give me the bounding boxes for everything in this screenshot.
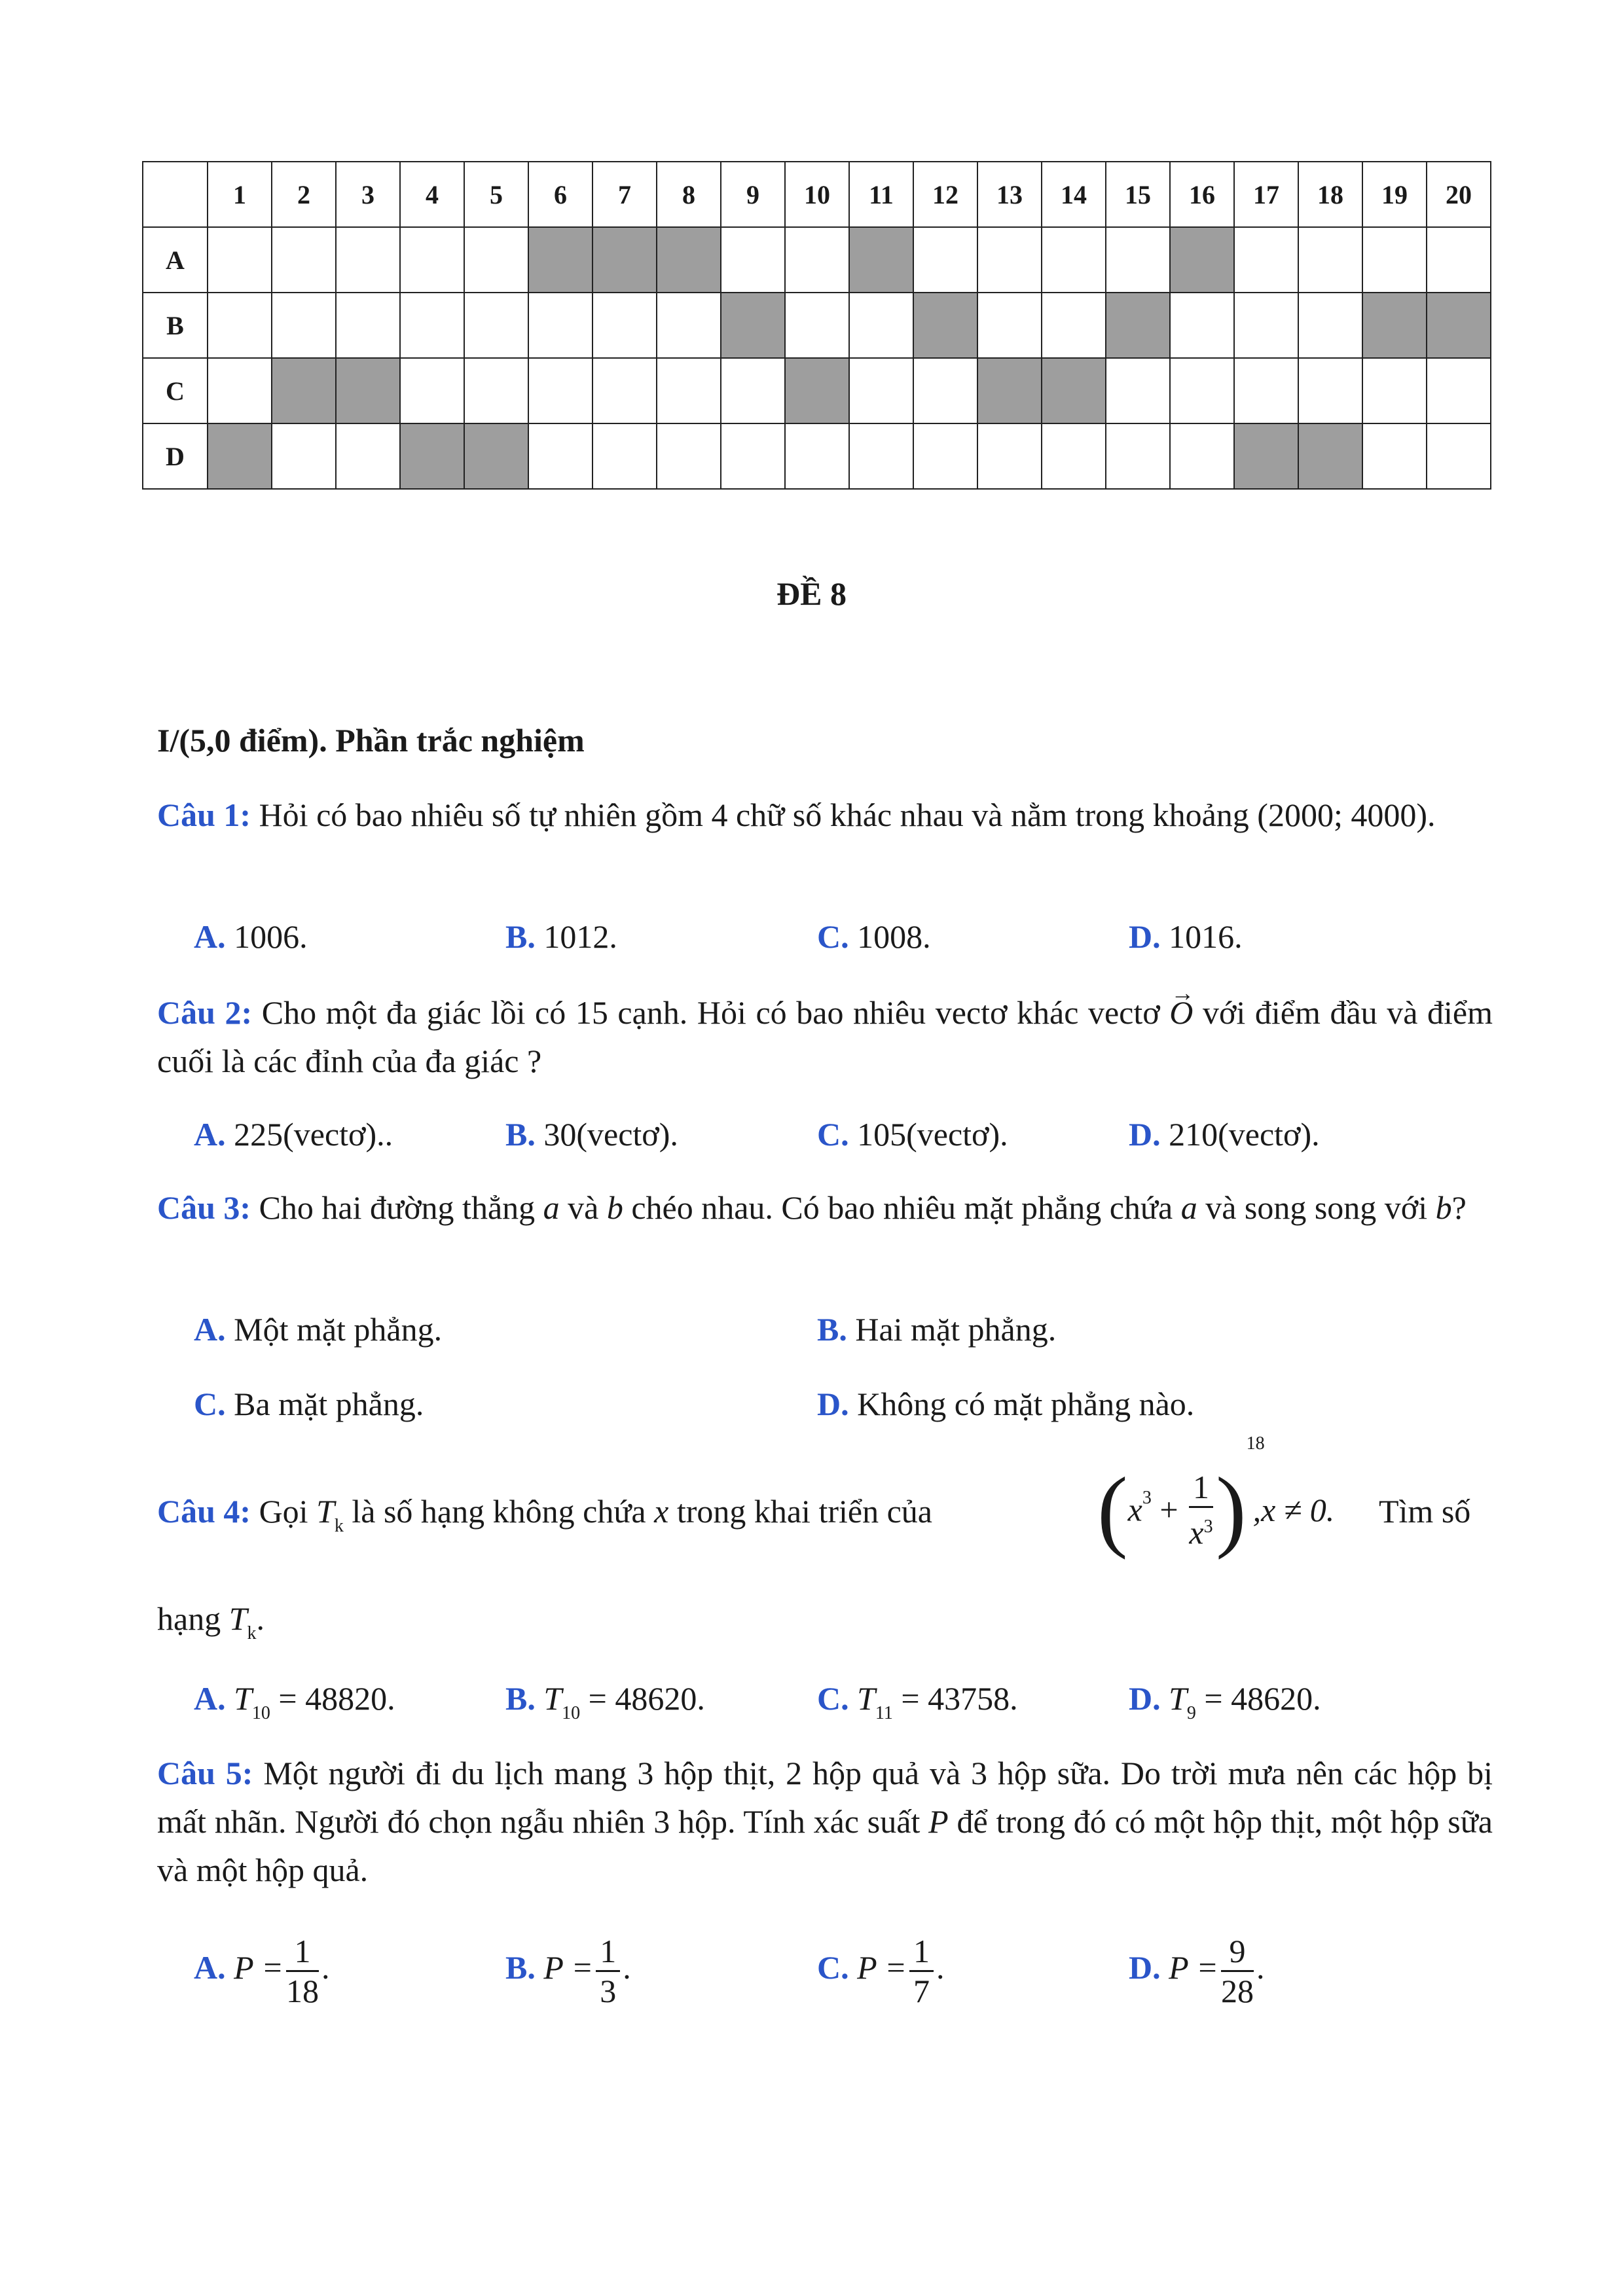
q5-text-2: để trong đó có một hộp thịt, một hộp sữa và một hộp quả.: [157, 1803, 1493, 1888]
grid-cell-empty: [1234, 358, 1298, 423]
grid-cell-empty: [849, 358, 913, 423]
q4-sub-k: k: [334, 1516, 344, 1536]
q3-text-3: chéo nhau. Có bao nhiêu mặt phẳng chứa: [623, 1189, 1181, 1226]
q2-option-a-label: A.: [194, 1116, 226, 1153]
grid-row: [143, 358, 1491, 423]
grid-cell-filled: [1362, 293, 1427, 358]
q5-option-a-label: A.: [194, 1948, 226, 1986]
grid-column-header: 3: [336, 162, 400, 227]
grid-cell-filled: [1298, 423, 1362, 489]
grid-cell-filled: [1170, 227, 1234, 293]
q2-option-c-label: C.: [817, 1116, 849, 1153]
q3-option-d-label: D.: [817, 1386, 849, 1422]
right-paren: ): [1216, 1459, 1247, 1560]
q4-option-c-T: T: [857, 1680, 875, 1717]
q2-option-b-label: B.: [505, 1116, 536, 1153]
q5-option-b-num: 1: [596, 1932, 620, 1972]
q4-fraction-den: [1189, 1508, 1213, 1552]
q5-option-a-den: 18: [286, 1973, 319, 2009]
q4-option-c-sub: 11: [875, 1703, 893, 1723]
grid-column-header: 5: [464, 162, 528, 227]
grid-cell-empty: [977, 227, 1042, 293]
grid-column-header: 15: [1106, 162, 1170, 227]
grid-cell-empty: [272, 293, 336, 358]
q2-option-c-text: 105(vectơ).: [848, 1116, 1008, 1153]
grid-cell-filled: [1234, 423, 1298, 489]
q4-option-b-label: B.: [505, 1680, 536, 1717]
grid-cell-empty: [785, 227, 849, 293]
grid-cell-empty: [1427, 358, 1491, 423]
grid-cell-empty: [913, 358, 977, 423]
question-1-label: Câu 1:: [157, 797, 251, 833]
grid-row: [143, 227, 1491, 293]
question-3-label: Câu 3:: [157, 1189, 251, 1226]
grid-cell-filled: [913, 293, 977, 358]
grid-column-header: 18: [1298, 162, 1362, 227]
grid-cell-empty: [593, 293, 657, 358]
q3-option-b-label: B.: [817, 1311, 847, 1348]
question-5-label: Câu 5:: [157, 1755, 253, 1791]
q5-text-1: Một người đi du lịch mang 3 hộp thịt, 2 hộp quả và 3 hộp sữa. Do trời mưa nên các hộp bị mất nhãn. Người đó chọn ngẫu nhiên 3 hộp. Tính xác suất: [157, 1755, 1493, 1840]
q4-option-b: [505, 1674, 705, 1738]
q4-x-cubed: x: [1127, 1491, 1142, 1528]
q4-option-d-T: T: [1169, 1680, 1187, 1717]
grid-corner-cell: [143, 162, 208, 227]
grid-column-header: 13: [977, 162, 1042, 227]
grid-cell-filled: [1427, 293, 1491, 358]
grid-cell-empty: [1170, 423, 1234, 489]
grid-cell-empty: [657, 358, 721, 423]
page-title: ĐỀ 8: [776, 575, 847, 612]
grid-cell-filled: [785, 358, 849, 423]
grid-cell-empty: [1106, 423, 1170, 489]
q3-text-4: và song song với: [1197, 1189, 1436, 1226]
q4-option-d-label: D.: [1129, 1680, 1161, 1717]
grid-row-label: C: [143, 358, 208, 423]
q4-option-a: [194, 1674, 395, 1738]
q5-var-P: P: [928, 1803, 949, 1840]
q4-option-b-T: T: [543, 1680, 562, 1717]
grid-cell-empty: [1427, 423, 1491, 489]
grid-row: [143, 293, 1491, 358]
grid-cell-filled: [1106, 293, 1170, 358]
q3-text-1: Cho hai đường thẳng: [251, 1189, 543, 1226]
grid-cell-empty: [400, 227, 464, 293]
q4-option-d-sub: 9: [1186, 1703, 1196, 1723]
q1-option-b: [505, 912, 617, 961]
q4-option-d-value: = 48620.: [1195, 1680, 1321, 1717]
q3-var-b: b: [606, 1189, 623, 1226]
grid-column-header: 4: [400, 162, 464, 227]
q2-option-b-text: 30(vectơ).: [535, 1116, 678, 1153]
grid-cell-empty: [208, 227, 272, 293]
q4-option-a-sub: 10: [251, 1703, 270, 1723]
grid-cell-empty: [1298, 227, 1362, 293]
q1-option-b-label: B.: [505, 918, 536, 955]
grid-cell-empty: [528, 423, 593, 489]
q4-text-1: Gọi: [251, 1493, 317, 1530]
q5-option-a-num: 1: [286, 1932, 319, 1972]
q3-text-5: ?: [1451, 1189, 1467, 1226]
grid-cell-filled: [272, 358, 336, 423]
grid-column-header: 8: [657, 162, 721, 227]
grid-cell-empty: [400, 358, 464, 423]
q4-fraction-num: 1: [1189, 1468, 1213, 1508]
q5-option-d-num: 9: [1221, 1932, 1254, 1972]
q2-option-a: [194, 1110, 393, 1158]
grid-cell-empty: [1042, 227, 1106, 293]
q3-option-d: [817, 1380, 1194, 1428]
q5-option-d-label: D.: [1129, 1948, 1161, 1986]
grid-cell-empty: [593, 423, 657, 489]
grid-cell-filled: [721, 293, 785, 358]
q4-text-5: hạng: [157, 1600, 229, 1637]
grid-cell-filled: [1042, 358, 1106, 423]
grid-row-label: B: [143, 293, 208, 358]
q5-option-c: C. P = $\frac{1}{7}$ .: [817, 1933, 945, 2009]
grid-column-header: 7: [593, 162, 657, 227]
grid-cell-filled: [593, 227, 657, 293]
grid-column-header: 12: [913, 162, 977, 227]
grid-cell-filled: [336, 358, 400, 423]
grid-cell-empty: [593, 358, 657, 423]
q5-option-c-fraction: [909, 1932, 934, 2010]
grid-cell-empty: [657, 293, 721, 358]
q5-option-b-label: B.: [505, 1948, 536, 1986]
grid-cell-filled: [657, 227, 721, 293]
q1-option-d: [1129, 912, 1243, 961]
grid-cell-empty: [272, 227, 336, 293]
grid-cell-empty: [849, 423, 913, 489]
grid-cell-empty: [208, 293, 272, 358]
q4-expression: [1097, 1433, 1346, 1562]
grid-cell-empty: [528, 358, 593, 423]
grid-cell-empty: [977, 293, 1042, 358]
q4-option-c: [817, 1674, 1018, 1738]
question-1: [157, 791, 1493, 839]
grid-column-header: 19: [1362, 162, 1427, 227]
grid-cell-empty: [464, 293, 528, 358]
q4-var-T: T: [316, 1493, 335, 1530]
grid-column-header: 14: [1042, 162, 1106, 227]
grid-cell-empty: [721, 227, 785, 293]
q1-option-c-text: 1008.: [848, 918, 931, 955]
q3-option-b: [817, 1305, 1056, 1354]
grid-column-header: 16: [1170, 162, 1234, 227]
q5-option-d-fraction: [1221, 1932, 1254, 2010]
q5-option-c-label: C.: [817, 1948, 849, 1986]
grid-cell-empty: [1234, 293, 1298, 358]
grid-row-label: D: [143, 423, 208, 489]
grid-row: [143, 423, 1491, 489]
q3-option-c: [194, 1380, 424, 1428]
zero-vector: → O: [1169, 988, 1193, 1037]
q4-power-3: 3: [1142, 1487, 1152, 1508]
q1-option-c-label: C.: [817, 918, 849, 955]
q3-option-a-label: A.: [194, 1311, 226, 1348]
q4-text-tail: Tìm số: [1379, 1493, 1471, 1530]
grid-cell-empty: [849, 293, 913, 358]
q4-option-c-label: C.: [817, 1680, 849, 1717]
q3-option-c-label: C.: [194, 1386, 226, 1422]
grid-cell-empty: [1362, 423, 1427, 489]
q4-condition: ,x ≠ 0.: [1252, 1491, 1335, 1528]
grid-cell-empty: [785, 423, 849, 489]
grid-cell-empty: [1042, 293, 1106, 358]
grid-cell-empty: [721, 423, 785, 489]
grid-column-header: 17: [1234, 162, 1298, 227]
q3-var-a-2: a: [1180, 1189, 1197, 1226]
section-heading: I/(5,0 điểm). Phần trắc nghiệm: [157, 722, 585, 759]
q1-option-a-label: A.: [194, 918, 226, 955]
q1-option-d-text: 1016.: [1160, 918, 1243, 955]
q4-option-a-value: = 48820.: [270, 1680, 395, 1717]
q4-option-b-value: = 48620.: [580, 1680, 705, 1717]
q3-option-c-text: Ba mặt phẳng.: [225, 1386, 424, 1422]
grid-cell-empty: [1170, 358, 1234, 423]
question-5: [157, 1749, 1493, 1894]
q5-option-a-lhs: P =: [234, 1948, 283, 1986]
grid-cell-filled: [464, 423, 528, 489]
q4-sub-k-2: k: [247, 1623, 257, 1643]
grid-cell-empty: [1106, 227, 1170, 293]
q4-fraction: [1189, 1468, 1213, 1552]
q4-var-T-2: T: [228, 1600, 247, 1637]
question-4: [157, 1487, 932, 1551]
q2-option-d: [1129, 1110, 1320, 1158]
grid-cell-empty: [336, 227, 400, 293]
q3-text-2: và: [559, 1189, 607, 1226]
grid-cell-empty: [464, 358, 528, 423]
question-2-text-a: Cho một đa giác lồi có 15 cạnh. Hỏi có bao nhiêu vectơ khác vectơ: [252, 994, 1170, 1031]
q4-line-2: [157, 1594, 264, 1658]
q4-plus: +: [1151, 1491, 1187, 1528]
answer-grid: [142, 161, 1491, 490]
grid-cell-empty: [528, 293, 593, 358]
grid-cell-empty: [1106, 358, 1170, 423]
q3-option-a: [194, 1305, 442, 1354]
q1-option-c: [817, 912, 931, 961]
grid-column-header: 9: [721, 162, 785, 227]
grid-cell-empty: [208, 358, 272, 423]
q2-option-d-text: 210(vectơ).: [1160, 1116, 1320, 1153]
grid-cell-empty: [977, 423, 1042, 489]
grid-cell-filled: [977, 358, 1042, 423]
grid-header-row: [143, 162, 1491, 227]
question-2: [157, 988, 1493, 1085]
q5-option-c-lhs: P =: [857, 1948, 907, 1986]
grid-cell-filled: [400, 423, 464, 489]
q5-option-b-den: 3: [600, 1973, 617, 2009]
grid-column-header: 6: [528, 162, 593, 227]
question-2-text-b: với điểm đầu và điểm cuối là các đỉnh của đa giác ?: [157, 994, 1493, 1079]
q4-fraction-pow: 3: [1203, 1516, 1213, 1537]
q2-option-a-text: 225(vectơ)..: [225, 1116, 393, 1153]
grid-row-label: A: [143, 227, 208, 293]
grid-cell-empty: [1362, 227, 1427, 293]
grid-cell-filled: [208, 423, 272, 489]
grid-cell-empty: [1427, 227, 1491, 293]
grid-column-header: 11: [849, 162, 913, 227]
question-1-text: Hỏi có bao nhiêu số tự nhiên gồm 4 chữ số khác nhau và nằm trong khoảng (2000; 4000).: [251, 797, 1436, 833]
q5-option-d-den: 28: [1221, 1973, 1254, 2009]
q5-option-a: A. P = $\frac{1}{18}$ .: [194, 1933, 330, 2009]
q4-option-a-T: T: [234, 1680, 252, 1717]
grid-cell-empty: [721, 358, 785, 423]
grid-cell-filled: [528, 227, 593, 293]
q5-option-b-lhs: P =: [543, 1948, 594, 1986]
grid-cell-empty: [1362, 358, 1427, 423]
grid-cell-empty: [272, 423, 336, 489]
grid-cell-empty: [913, 227, 977, 293]
q5-option-d-lhs: P =: [1169, 1948, 1218, 1986]
grid-cell-empty: [1042, 423, 1106, 489]
question-4-label: Câu 4:: [157, 1493, 251, 1530]
grid-cell-empty: [464, 227, 528, 293]
q5-option-b: B. P = $\frac{1}{3}$ .: [505, 1933, 631, 2009]
q2-option-c: [817, 1110, 1008, 1158]
grid-cell-empty: [1298, 358, 1362, 423]
q4-exponent-18: 18: [1246, 1433, 1265, 1454]
grid-cell-empty: [1234, 227, 1298, 293]
q4-option-c-value: = 43758.: [892, 1680, 1018, 1717]
grid-column-header: 10: [785, 162, 849, 227]
grid-cell-empty: [336, 423, 400, 489]
q4-var-x: x: [654, 1493, 669, 1530]
q4-text-2: là số hạng không chứa: [343, 1493, 655, 1530]
grid-cell-empty: [336, 293, 400, 358]
left-paren: (: [1097, 1459, 1128, 1560]
grid-cell-empty: [1298, 293, 1362, 358]
q4-text-3: trong khai triển của: [668, 1493, 932, 1530]
q4-option-d: [1129, 1674, 1321, 1738]
grid-column-header: 1: [208, 162, 272, 227]
q5-option-b-fraction: [596, 1932, 620, 2010]
q3-var-b-2: b: [1435, 1189, 1452, 1226]
q5-option-c-den: 7: [913, 1973, 930, 2009]
grid-column-header: 2: [272, 162, 336, 227]
q3-option-a-text: Một mặt phẳng.: [225, 1311, 443, 1348]
q4-option-a-label: A.: [194, 1680, 226, 1717]
q4-fraction-x: x: [1189, 1514, 1204, 1551]
q3-option-d-text: Không có mặt phẳng nào.: [848, 1386, 1195, 1422]
q1-option-a: [194, 912, 308, 961]
question-3: [157, 1183, 1493, 1232]
grid-column-header: 20: [1427, 162, 1491, 227]
q2-option-b: [505, 1110, 678, 1158]
grid-cell-empty: [400, 293, 464, 358]
q3-var-a: a: [543, 1189, 560, 1226]
grid-cell-filled: [849, 227, 913, 293]
q5-option-d: D. P = $\frac{9}{28}$ .: [1129, 1933, 1265, 2009]
grid-cell-empty: [1170, 293, 1234, 358]
q2-option-d-label: D.: [1129, 1116, 1161, 1153]
question-2-label: Câu 2:: [157, 994, 253, 1031]
q5-option-c-num: 1: [909, 1932, 934, 1972]
q1-option-b-text: 1012.: [535, 918, 617, 955]
q1-option-a-text: 1006.: [225, 918, 308, 955]
q1-option-d-label: D.: [1129, 918, 1161, 955]
q4-option-b-sub: 10: [562, 1703, 581, 1723]
q3-option-b-text: Hai mặt phẳng.: [847, 1311, 1057, 1348]
q5-option-a-fraction: [286, 1932, 319, 2010]
grid-cell-empty: [657, 423, 721, 489]
answer-grid-table: [142, 161, 1491, 490]
grid-cell-empty: [785, 293, 849, 358]
q4-dot: .: [256, 1600, 265, 1637]
grid-cell-empty: [913, 423, 977, 489]
